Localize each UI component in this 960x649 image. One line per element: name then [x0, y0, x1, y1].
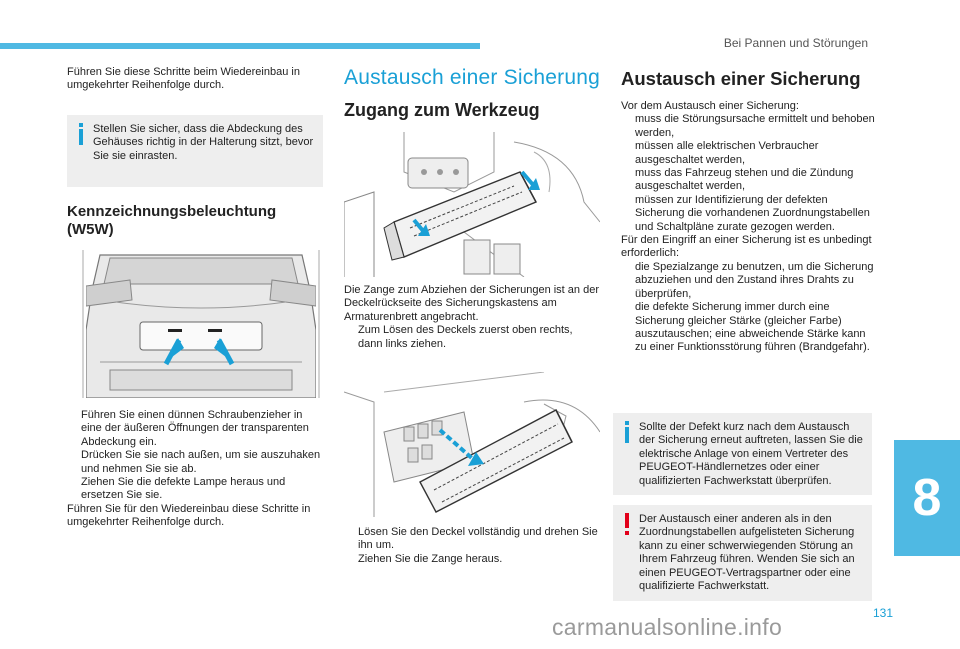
header-accent-bar	[0, 43, 480, 49]
list-item-text: Ziehen Sie die Zange heraus.	[358, 552, 503, 565]
column-left	[67, 66, 323, 239]
warning-note	[613, 505, 872, 601]
list-item-text: die Spezialzange zu benutzen, um die Sicherung abzuziehen und den Zustand ihres Drahts zu überprüfen,	[635, 260, 874, 300]
section-title-fuse-replace: Austausch einer Sicherung	[621, 68, 861, 89]
plate-light-steps	[67, 409, 323, 530]
info-icon	[622, 421, 632, 443]
section-title-fuse: Austausch einer Sicherung	[344, 66, 600, 89]
list-item	[344, 324, 600, 351]
car-rear-drawing	[80, 250, 322, 398]
list-item-text: müssen alle elektrischen Verbraucher ausgeschaltet werden,	[635, 140, 819, 166]
list-item-text: muss die Störungsursache ermittelt und behoben werden,	[635, 113, 875, 139]
tool-step-list-1	[344, 324, 600, 351]
tool-location-text: Die Zange zum Abziehen der Sicherungen ist an der Deckelrückseite des Sicherungskastens am Armaturenbrett angebracht.	[344, 284, 599, 323]
fusebox-cover-illustration	[344, 132, 600, 277]
list-item	[67, 409, 323, 449]
list-item-text: Lösen Sie den Deckel vollständig und drehen Sie ihn um.	[358, 526, 598, 552]
heading-line: (W5W)	[67, 220, 114, 238]
list-item-text: Führen Sie einen dünnen Schraubenzieher in eine der äußeren Öffnungen der transparenten Abdeckung ein.	[81, 409, 309, 448]
list-item-text: muss das Fahrzeug stehen und die Zündung ausgeschaltet werden,	[635, 167, 854, 193]
tool-access-text	[344, 284, 600, 351]
intro-text: Führen Sie diese Schritte beim Wiedereinbau in umgekehrter Reihenfolge durch.	[67, 66, 300, 92]
list-item-text: Zum Lösen des Deckels zuerst oben rechts, dann links ziehen.	[358, 324, 573, 350]
plate-light-step-list	[67, 409, 323, 503]
list-item	[621, 194, 877, 234]
list-item-text: müssen zur Identifizierung der defekten Sicherung die vorhandenen Zuordnungstabellen und Schaltpläne zurate gezogen werden.	[635, 193, 870, 233]
info-note-recurring	[613, 413, 872, 495]
heading-line: Kennzeichnungsbeleuchtung	[67, 202, 277, 220]
watermark: carmanualsonline.info	[552, 614, 783, 640]
column-right	[621, 66, 877, 355]
info-note-text: Sollte der Defekt kurz nach dem Austausch der Sicherung erneut auftreten, lassen Sie die elektrische Anlage von einem Vertreter des PEUGEOT-Händlernetzes oder einer qualifizierten Fachwerkstatt überprüfen.	[639, 421, 863, 487]
pre-check-list	[621, 113, 877, 234]
list-item	[67, 449, 323, 476]
chapter-title: Bei Pannen und Störungen	[723, 36, 868, 50]
column-middle	[344, 66, 600, 121]
list-item	[621, 140, 877, 167]
info-note-text: Stellen Sie sicher, dass die Abdeckung des Gehäuses richtig in der Halterung sitzt, bevor Sie sie einrasten.	[93, 122, 314, 162]
list-item	[621, 261, 877, 301]
section-heading-plate-light	[67, 203, 323, 239]
tool-step-block-2	[344, 526, 600, 566]
warning-icon	[622, 513, 632, 535]
info-icon	[76, 123, 86, 145]
warning-note-text: Der Austausch einer anderen als in den Zuordnungstabellen aufgelisteten Sicherung kann zu einer schwerwiegenden Störung an Ihrem Fahrzeug führen. Wenden Sie sich an einen PEUGEOT-Vertragspartner oder eine qualifizierte Fachwerkstatt.	[639, 513, 855, 593]
list-item	[621, 301, 877, 355]
list-item-text: Ziehen Sie die defekte Lampe heraus und ersetzen Sie sie.	[81, 476, 286, 502]
fusebox-open-illustration	[344, 372, 600, 517]
list-item	[67, 476, 323, 503]
list-item	[344, 553, 600, 566]
fusebox-drawing	[344, 132, 600, 277]
requirement-list	[621, 261, 877, 355]
requirement-intro: Für den Eingriff an einer Sicherung ist es unbedingt erforderlich:	[621, 234, 872, 260]
info-note	[67, 115, 323, 187]
chapter-tab: 8	[894, 440, 960, 556]
page-number: 131	[872, 606, 893, 620]
list-item	[344, 526, 600, 553]
pre-check-intro: Vor dem Austausch einer Sicherung:	[621, 100, 799, 112]
list-item	[621, 113, 877, 140]
list-item-text: die defekte Sicherung immer durch eine Sicherung gleicher Stärke (gleicher Farbe) auszutauschen; eine abweichende Stärke kann zu einer Funktionsstörung führen (Brandgefahr).	[635, 301, 870, 354]
list-item-text: Drücken Sie sie nach außen, um sie auszuhaken und nehmen Sie sie ab.	[81, 449, 321, 475]
subsection-title-tool: Zugang zum Werkzeug	[344, 100, 540, 120]
fusebox-open-drawing	[344, 372, 600, 517]
tool-step-list-2	[344, 526, 600, 566]
outro-text: Führen Sie für den Wiedereinbau diese Schritte in umgekehrter Reihenfolge durch.	[67, 502, 311, 529]
rear-car-illustration	[80, 250, 322, 398]
list-item	[621, 167, 877, 194]
